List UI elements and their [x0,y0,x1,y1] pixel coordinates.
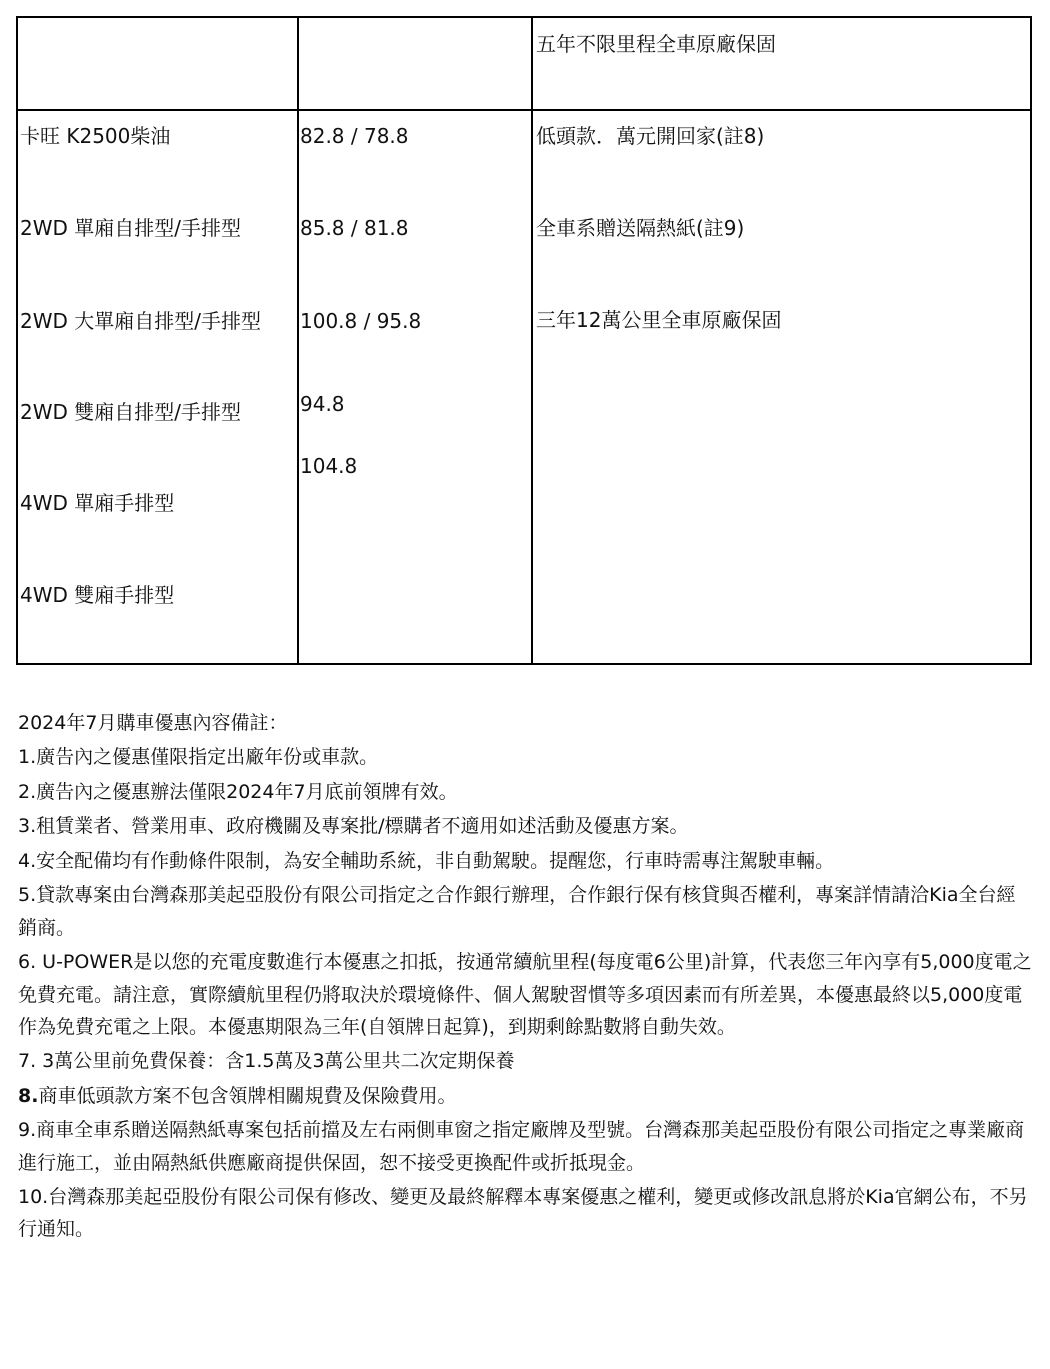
column-divider [531,18,533,663]
price-cell: 100.8 / 95.8 [300,309,422,333]
model-cell: 卡旺 K2500柴油 [20,124,171,148]
model-cell: 2WD 大單廂自排型/手排型 [20,309,261,333]
note-item: 7. 3萬公里前免費保養：含1.5萬及3萬公里共二次定期保養 [18,1050,515,1073]
price-cell: 104.8 [300,454,358,478]
row-divider [18,109,1030,111]
column-divider [297,18,299,663]
price-cell: 85.8 / 81.8 [300,216,409,240]
price-cell: 82.8 / 78.8 [300,124,409,148]
model-cell: 2WD 雙廂自排型/手排型 [20,400,241,424]
note-item: 5.貸款專案由台灣森那美起亞股份有限公司指定之合作銀行辦理，合作銀行保有核貸與否權利，專案詳情請洽Kia全台經銷商。 [18,884,1016,939]
note-item-8-text: 商車低頭款方案不包含領牌相關規費及保險費用。 [38,1084,457,1107]
note-item: 10.台灣森那美起亞股份有限公司保有修改、變更及最終解釋本專案優惠之權利，變更或修改訊息將於Kia官網公布，不另行通知。 [18,1186,1028,1241]
price-cell: 94.8 [300,392,345,416]
note-item-8-number: 8. [18,1084,39,1107]
offer-cell: 全車系贈送隔熱紙(註9) [536,216,745,240]
note-item: 1.廣告內之優惠僅限指定出廠年份或車款。 [18,746,379,769]
notes-heading: 2024年7月購車優惠內容備註： [18,712,288,734]
model-cell: 2WD 單廂自排型/手排型 [20,216,241,240]
note-item: 9.商車全車系贈送隔熱紙專案包括前擋及左右兩側車窗之指定廠牌及型號。台灣森那美起亞股份有限公司指定之專業廠商進行施工，並由隔熱紙供應廠商提供保固，恕不接受更換配件或折抵現金。 [18,1119,1025,1174]
note-item: 3.租賃業者、營業用車、政府機關及專案批/標購者不適用如述活動及優惠方案。 [18,815,689,838]
promo-table [16,16,1032,665]
model-cell: 4WD 單廂手排型 [20,491,175,515]
warranty-cell: 五年不限里程全車原廠保固 [536,32,776,56]
offer-cell: 三年12萬公里全車原廠保固 [536,308,782,332]
purchase-notes [18,707,1033,1248]
note-item: 6. U-POWER是以您的充電度數進行本優惠之扣抵，按通常續航里程(每度電6公里)計算，代表您三年內享有5,000度電之免費充電。請注意，實際續航里程仍將取決於環境條件、個人駕駛習慣等多項因素而有所差異，本優惠最終以5,000度電作為免費充電之上限。本優惠期限為三年(自領牌日起算)，到期剩餘點數將自動失效。 [18,951,1032,1038]
note-item-8 [18,1080,1033,1112]
note-item: 4.安全配備均有作動條件限制，為安全輔助系統，非自動駕駛。提醒您，行車時需專注駕駛車輛。 [18,849,835,872]
offer-cell: 低頭款．萬元開回家(註8) [536,124,765,148]
note-item: 2.廣告內之優惠辦法僅限2024年7月底前領牌有效。 [18,780,458,803]
model-cell: 4WD 雙廂手排型 [20,583,175,607]
